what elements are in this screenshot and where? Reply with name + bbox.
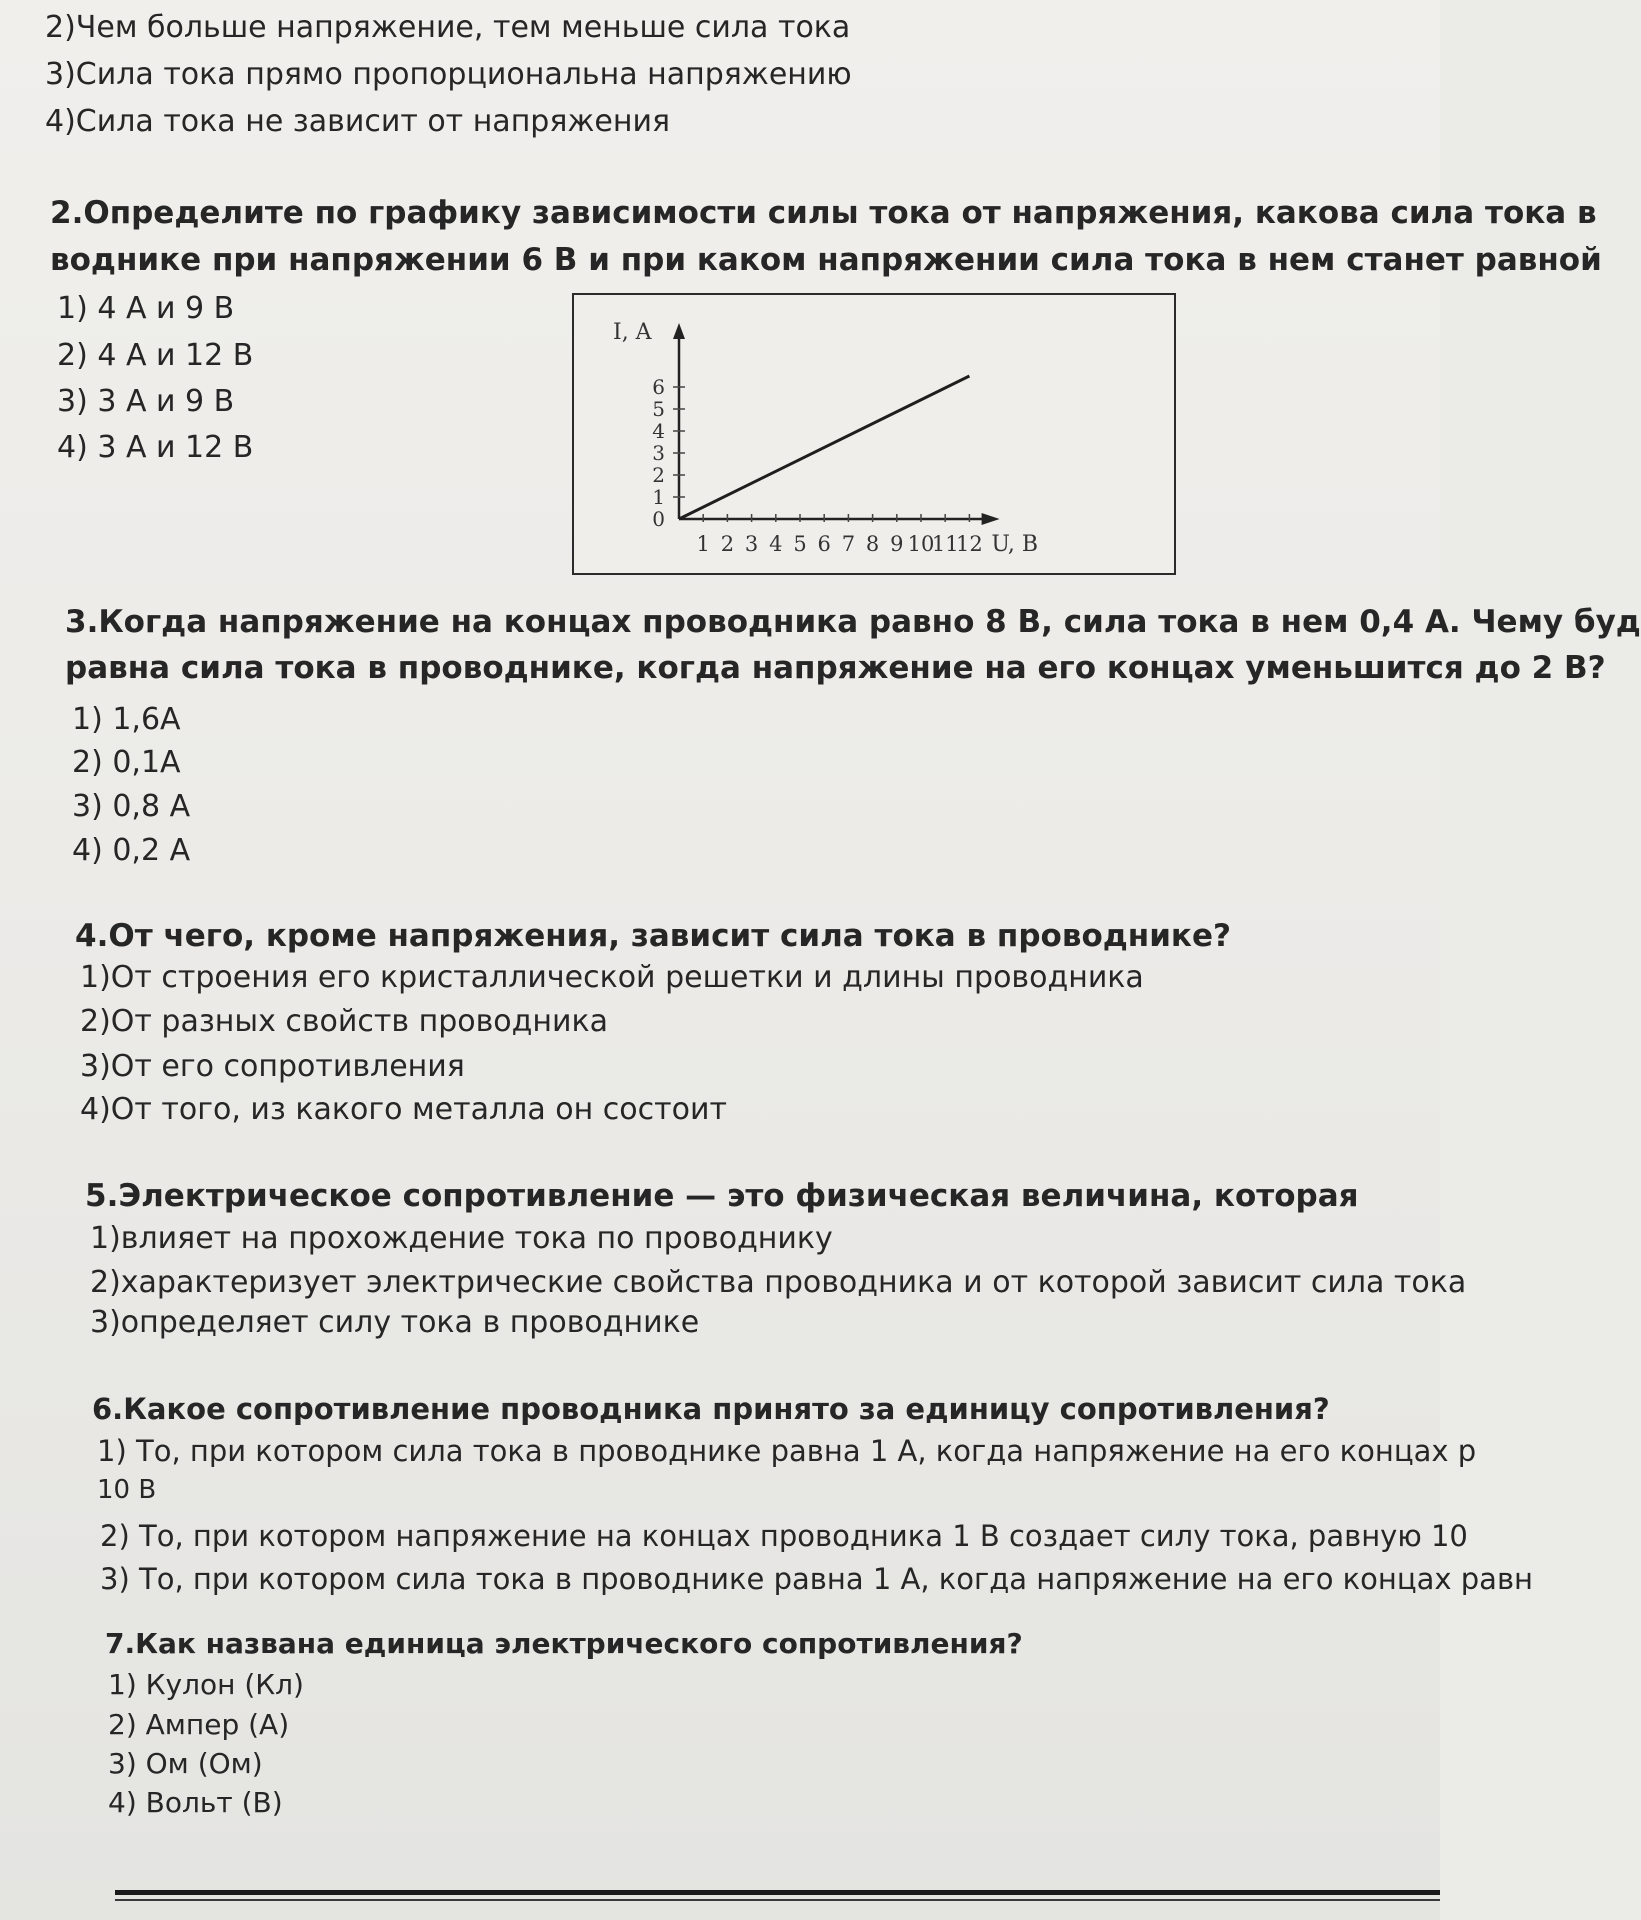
q4-option-3: 3)От его сопротивления [80, 1049, 465, 1084]
bottom-rule-thin [115, 1899, 1440, 1901]
y-tick-label: 6 [652, 375, 665, 399]
q1-option-4: 4)Сила тока не зависит от напряжения [45, 104, 671, 139]
x-axis-arrow [982, 513, 1000, 525]
x-tick-label: 6 [817, 532, 831, 556]
q3-option-2: 2) 0,1А [72, 745, 181, 780]
bottom-rule [115, 1890, 1440, 1895]
x-tick-label: 4 [769, 532, 783, 556]
q5-text: 5.Электрическое сопротивление — это физическая величина, которая [85, 1178, 1359, 1214]
q4-text: 4.От чего, кроме напряжения, зависит сила тока в проводнике? [75, 918, 1231, 954]
q5-option-1: 1)влияет на прохождение тока по проводнику [90, 1221, 833, 1256]
y-tick-label: 0 [652, 507, 665, 531]
y-tick-label: 5 [652, 397, 665, 421]
q1-option-3: 3)Сила тока прямо пропорциональна напряжению [45, 57, 852, 92]
q3-option-3: 3) 0,8 А [72, 789, 191, 824]
series-line [679, 376, 969, 519]
q3-text-line1: 3.Когда напряжение на концах проводника равно 8 В, сила тока в нем 0,4 А. Чему буд [65, 604, 1641, 640]
q6-option-3: 3) То, при котором сила тока в проводнике равна 1 А, когда напряжение на его концах равн [100, 1562, 1534, 1596]
q2-option-1: 1) 4 А и 9 В [57, 291, 235, 326]
q7-option-1: 1) Кулон (Кл) [108, 1668, 304, 1701]
q7-option-2: 2) Ампер (А) [108, 1708, 290, 1741]
y-tick-label: 3 [652, 441, 665, 465]
q7-option-4: 4) Вольт (В) [108, 1786, 283, 1819]
q1-option-2: 2)Чем больше напряжение, тем меньше сила тока [45, 10, 851, 45]
q6-option-2: 2) То, при котором напряжение на концах проводника 1 В создает силу тока, равную 10 [100, 1519, 1468, 1553]
x-tick-label: 12 [956, 532, 983, 556]
q5-option-2: 2)характеризует электрические свойства проводника и от которой зависит сила тока [90, 1265, 1467, 1300]
q4-option-2: 2)От разных свойств проводника [80, 1004, 609, 1039]
x-tick-label: 5 [793, 532, 807, 556]
x-tick-label: 1 [696, 532, 710, 556]
q6-option-1-cont: 10 В [97, 1475, 157, 1505]
y-axis-arrow [673, 323, 685, 339]
q6-option-1: 1) То, при котором сила тока в проводнике равна 1 А, когда напряжение на его концах р [97, 1434, 1477, 1468]
x-tick-label: 7 [841, 532, 856, 556]
q7-option-3: 3) Ом (Ом) [108, 1747, 263, 1780]
y-tick-label: 4 [652, 419, 665, 443]
x-tick-label: 9 [890, 532, 904, 556]
y-tick-label: 1 [652, 485, 665, 509]
q3-option-1: 1) 1,6А [72, 702, 181, 737]
chart-svg [574, 295, 1174, 573]
q2-option-4: 4) 3 А и 12 В [57, 430, 254, 465]
q3-text-line2: равна сила тока в проводнике, когда напряжение на его концах уменьшится до 2 В? [65, 650, 1606, 686]
q2-option-3: 3) 3 А и 9 В [57, 384, 235, 419]
q4-option-1: 1)От строения его кристаллической решетки и длины проводника [80, 960, 1144, 995]
q4-option-4: 4)От того, из какого металла он состоит [80, 1092, 727, 1127]
x-axis-label: U, B [991, 532, 1039, 557]
q7-text: 7.Как названа единица электрического сопротивления? [105, 1627, 1023, 1660]
q2-option-2: 2) 4 А и 12 В [57, 338, 254, 373]
q3-option-4: 4) 0,2 А [72, 833, 191, 868]
q5-option-3: 3)определяет силу тока в проводнике [90, 1305, 700, 1340]
x-tick-label: 11 [931, 532, 959, 556]
current-voltage-graph [572, 293, 1176, 575]
q2-text-line2: воднике при напряжении 6 В и при каком напряжении сила тока в нем станет равной [50, 242, 1602, 278]
x-tick-label: 2 [720, 532, 735, 556]
y-tick-label: 2 [652, 463, 665, 487]
x-tick-label: 10 [907, 532, 935, 556]
q6-text: 6.Какое сопротивление проводника принято за единицу сопротивления? [92, 1392, 1330, 1426]
x-tick-label: 8 [865, 532, 880, 556]
y-axis-label: I, A [613, 320, 652, 345]
q2-text-line1: 2.Определите по графику зависимости силы тока от напряжения, какова сила тока в [50, 195, 1597, 231]
x-tick-label: 3 [744, 532, 759, 556]
